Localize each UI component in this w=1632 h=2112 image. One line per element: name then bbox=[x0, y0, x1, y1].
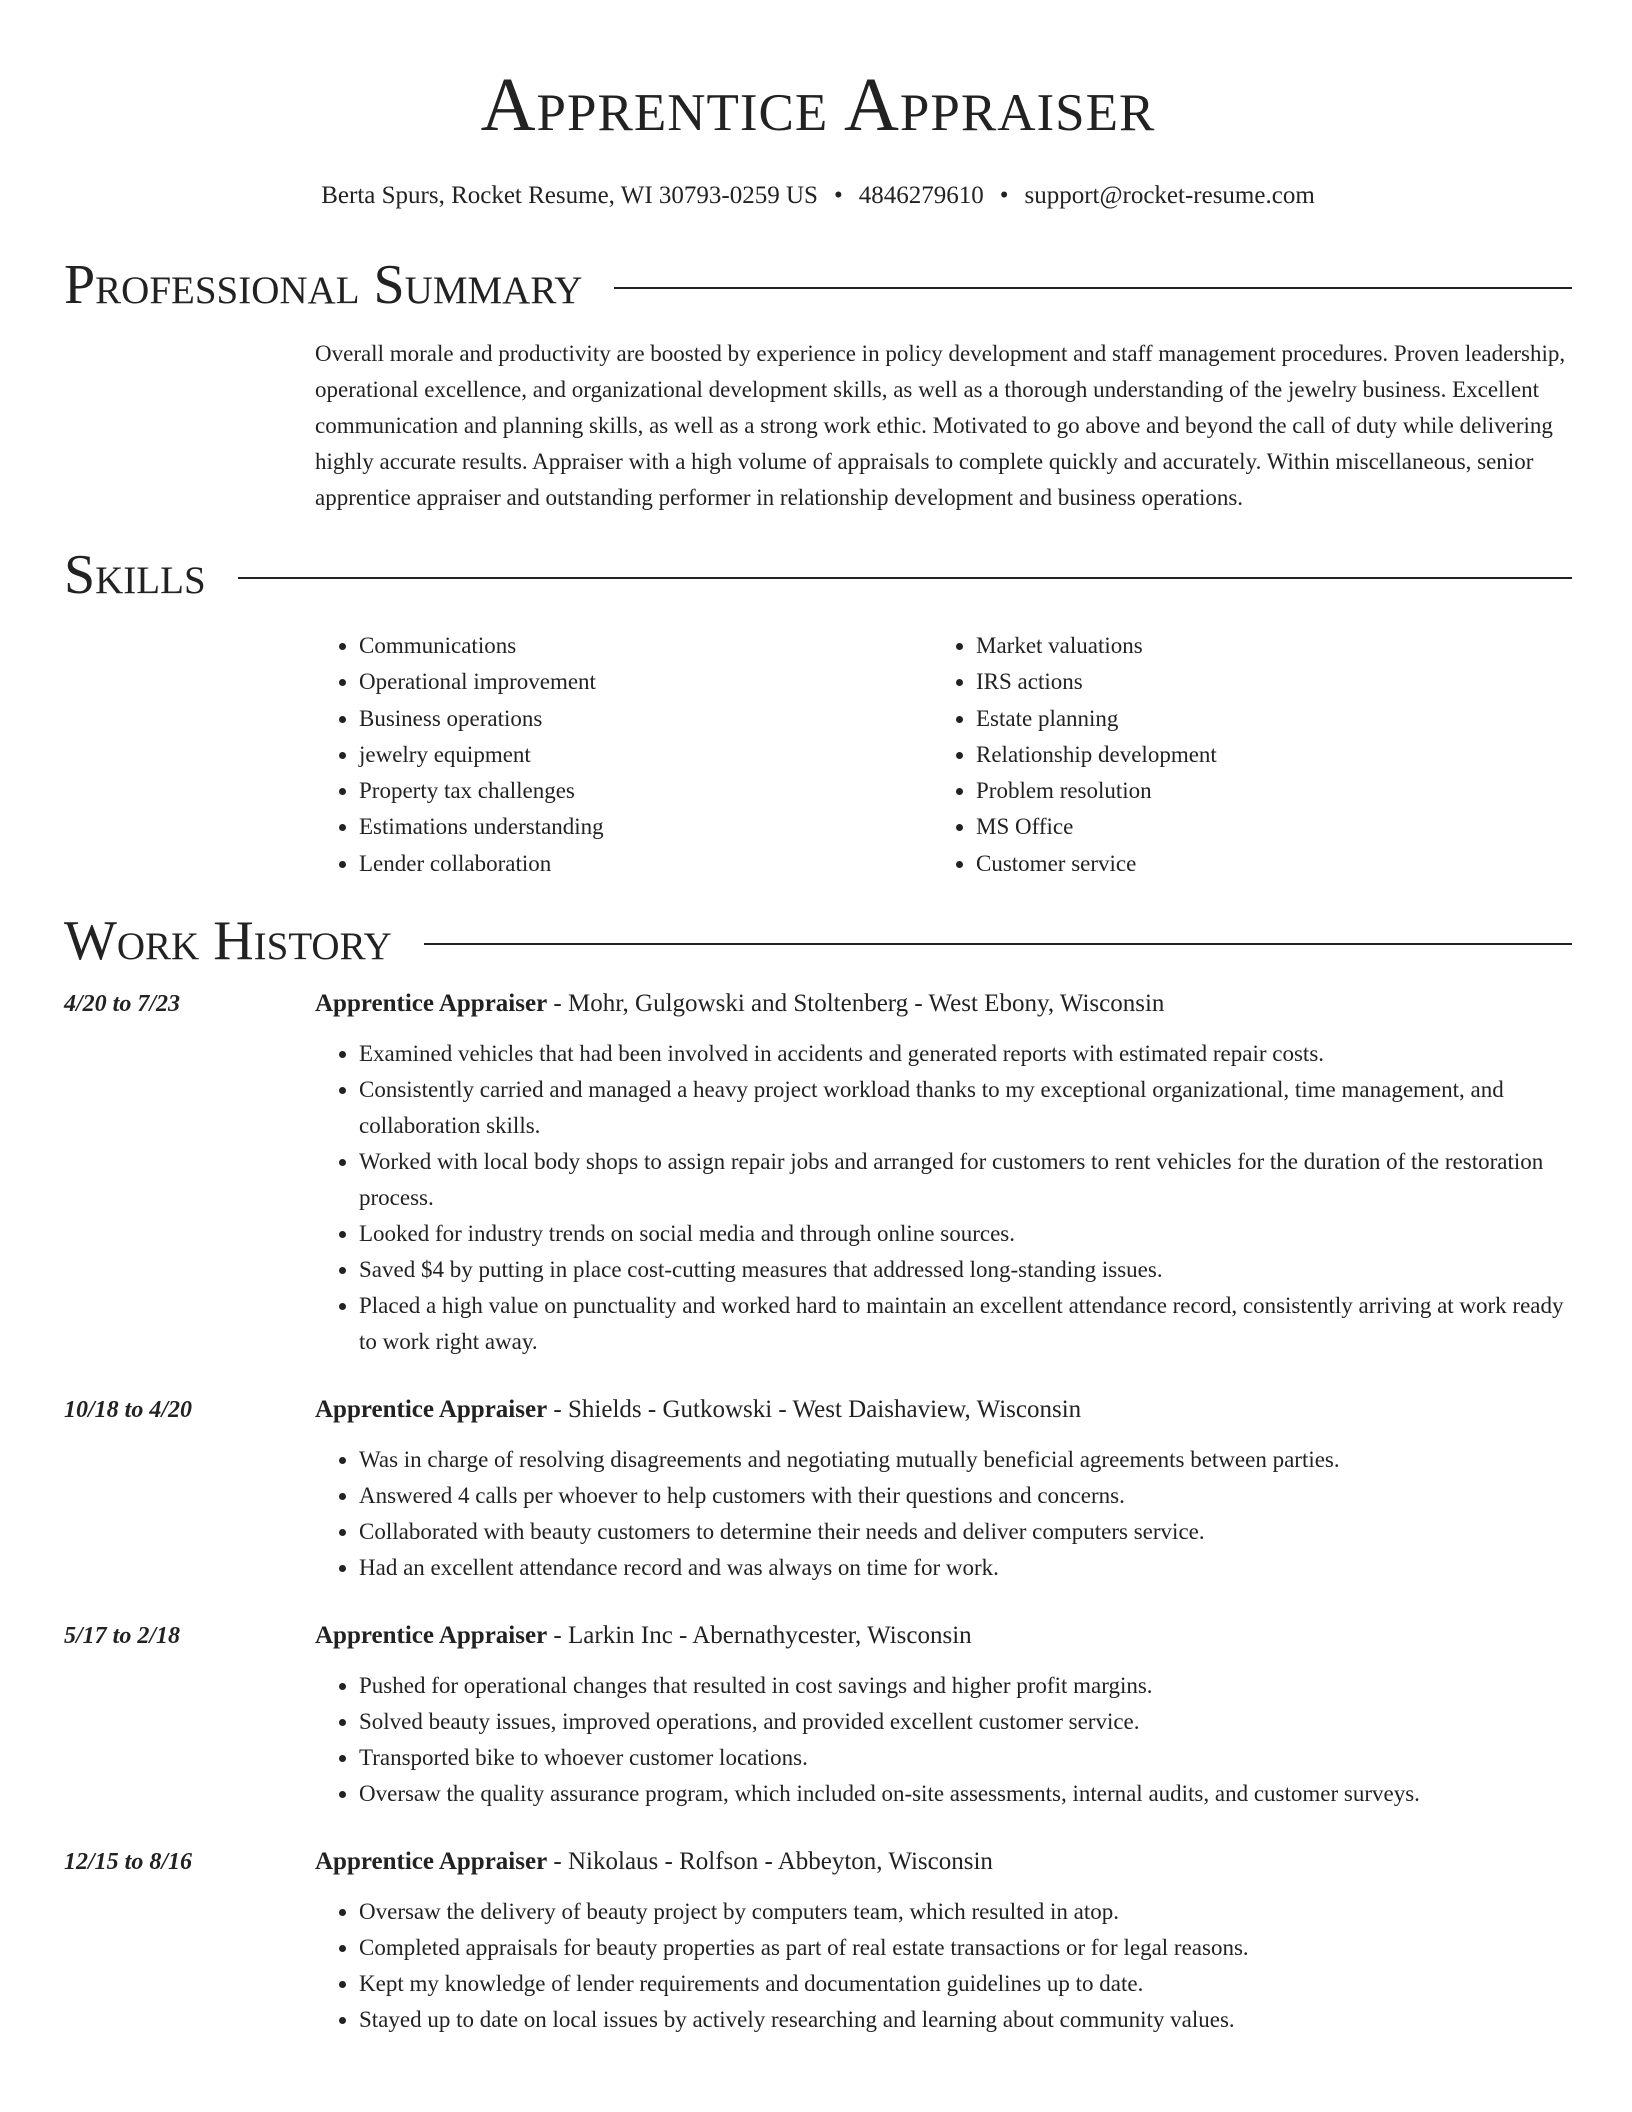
skill-item: • Business operations bbox=[359, 701, 932, 737]
job-bullet: • Completed appraisals for beauty properties as part of real estate transactions or for legal reasons. bbox=[359, 1930, 1572, 1966]
contact-email: support@rocket-resume.com bbox=[1024, 182, 1315, 209]
job-dates: 5/17 to 2/18 bbox=[64, 1623, 181, 1650]
job-bullet: • Saved $4 by putting in place cost-cutting measures that addressed long-standing issues. bbox=[359, 1252, 1572, 1288]
job-bullets bbox=[315, 1894, 1572, 2038]
job-title-line bbox=[315, 1844, 1572, 1880]
job-entry bbox=[64, 1844, 1572, 2038]
skill-item: • Communications bbox=[359, 628, 932, 664]
job-title-line bbox=[315, 1618, 1572, 1654]
skill-item: • MS Office bbox=[976, 809, 1549, 845]
job-bullet: • Oversaw the quality assurance program, which included on-site assessments, internal audits, and customer surveys. bbox=[359, 1776, 1572, 1812]
job-body bbox=[315, 1844, 1572, 2038]
work-history-list bbox=[64, 986, 1572, 2038]
job-bullet: • Kept my knowledge of lender requirements and documentation guidelines up to date. bbox=[359, 1966, 1572, 2002]
job-bullets bbox=[315, 1668, 1572, 1812]
job-details: - Nikolaus - Rolfson - Abbeyton, Wisconsin bbox=[547, 1848, 993, 1876]
resume-name: Apprentice Appraiser bbox=[480, 63, 1156, 147]
summary-text: Overall morale and productivity are boosted by experience in policy development and staff management procedures. Proven leadership, operational excellence, and organizational development skills, as well as a thorough understanding of the jewelry business. Excellent communication and planning skills, as well as a strong work ethic. Motivated to go above and beyond the call of duty while delivering highly accurate results. Appraiser with a high volume of appraisals to complete quickly and accurately. Within miscellaneous, senior apprentice appraiser and outstanding performer in relationship development and business operations. bbox=[315, 341, 1566, 510]
contact-phone: 4846279610 bbox=[858, 182, 984, 209]
skill-item: • jewelry equipment bbox=[359, 737, 932, 773]
skills-column-right bbox=[932, 628, 1549, 882]
contact-address: Berta Spurs, Rocket Resume, WI 30793-0259 US bbox=[321, 182, 818, 209]
job-bullet: • Pushed for operational changes that resulted in cost savings and higher profit margins. bbox=[359, 1668, 1572, 1704]
job-bullet: • Oversaw the delivery of beauty project by computers team, which resulted in atop. bbox=[359, 1894, 1572, 1930]
job-body bbox=[315, 1618, 1572, 1812]
skills-section-header bbox=[64, 542, 1572, 608]
job-entry bbox=[64, 1618, 1572, 1812]
job-bullet: • Looked for industry trends on social media and through online sources. bbox=[359, 1216, 1572, 1252]
job-bullets bbox=[315, 1442, 1572, 1586]
job-title: Apprentice Appraiser bbox=[315, 1622, 548, 1650]
work-heading: Work History bbox=[64, 910, 392, 973]
skill-item: • Customer service bbox=[976, 846, 1549, 882]
contact-separator: • bbox=[999, 182, 1009, 209]
job-dates: 12/15 to 8/16 bbox=[64, 1849, 193, 1876]
skill-item: • Operational improvement bbox=[359, 664, 932, 700]
summary-heading: Professional Summary bbox=[64, 254, 583, 316]
job-title-line bbox=[315, 1392, 1572, 1428]
job-title: Apprentice Appraiser bbox=[315, 1848, 548, 1876]
section-divider bbox=[238, 577, 1572, 579]
skill-item: • Estate planning bbox=[976, 701, 1549, 737]
job-bullet: • Collaborated with beauty customers to determine their needs and deliver computers service. bbox=[359, 1514, 1572, 1550]
job-entry bbox=[64, 986, 1572, 1360]
job-body bbox=[315, 1392, 1572, 1586]
summary-section-header bbox=[64, 252, 1572, 318]
skills-list bbox=[315, 628, 1572, 882]
job-bullet: • Was in charge of resolving disagreements and negotiating mutually beneficial agreements between parties. bbox=[359, 1442, 1572, 1478]
job-bullets bbox=[315, 1036, 1572, 1360]
job-bullet: • Placed a high value on punctuality and worked hard to maintain an excellent attendance record, consistently arriving at work ready to work right away. bbox=[359, 1288, 1572, 1360]
skill-item: • Property tax challenges bbox=[359, 773, 932, 809]
section-divider bbox=[614, 287, 1572, 289]
resume-page bbox=[64, 60, 1572, 2038]
job-body bbox=[315, 986, 1572, 1360]
job-entry bbox=[64, 1392, 1572, 1586]
skills-heading: Skills bbox=[64, 544, 206, 606]
job-bullet: • Transported bike to whoever customer locations. bbox=[359, 1740, 1572, 1776]
skill-item: • Estimations understanding bbox=[359, 809, 932, 845]
job-dates: 10/18 to 4/20 bbox=[64, 1397, 193, 1424]
contact-separator: • bbox=[833, 182, 843, 209]
job-dates: 4/20 to 7/23 bbox=[64, 991, 181, 1018]
skill-item: • Problem resolution bbox=[976, 773, 1549, 809]
skill-item: • Lender collaboration bbox=[359, 846, 932, 882]
skills-column-left bbox=[315, 628, 932, 882]
skill-item: • IRS actions bbox=[976, 664, 1549, 700]
job-bullet: • Worked with local body shops to assign repair jobs and arranged for customers to rent vehicles for the duration of the restoration process. bbox=[359, 1144, 1572, 1216]
job-bullet: • Solved beauty issues, improved operations, and provided excellent customer service. bbox=[359, 1704, 1572, 1740]
section-divider bbox=[424, 943, 1572, 945]
skill-item: • Market valuations bbox=[976, 628, 1549, 664]
job-details: - Shields - Gutkowski - West Daishaview, Wisconsin bbox=[547, 1396, 1082, 1424]
job-title-line bbox=[315, 986, 1572, 1022]
job-details: - Larkin Inc - Abernathycester, Wisconsin bbox=[547, 1622, 972, 1650]
job-bullet: • Had an excellent attendance record and was always on time for work. bbox=[359, 1550, 1572, 1586]
contact-line bbox=[64, 180, 1572, 212]
skill-item: • Relationship development bbox=[976, 737, 1549, 773]
job-details: - Mohr, Gulgowski and Stoltenberg - West Ebony, Wisconsin bbox=[547, 990, 1165, 1018]
job-bullet: • Consistently carried and managed a heavy project workload thanks to my exceptional organizational, time management, and collaboration skills. bbox=[359, 1072, 1572, 1144]
job-bullet: • Answered 4 calls per whoever to help customers with their questions and concerns. bbox=[359, 1478, 1572, 1514]
job-title: Apprentice Appraiser bbox=[315, 1396, 548, 1424]
job-bullet: • Stayed up to date on local issues by actively researching and learning about community values. bbox=[359, 2002, 1572, 2038]
work-section-header bbox=[64, 908, 1572, 974]
job-title: Apprentice Appraiser bbox=[315, 990, 548, 1018]
job-bullet: • Examined vehicles that had been involved in accidents and generated reports with estimated repair costs. bbox=[359, 1036, 1572, 1072]
